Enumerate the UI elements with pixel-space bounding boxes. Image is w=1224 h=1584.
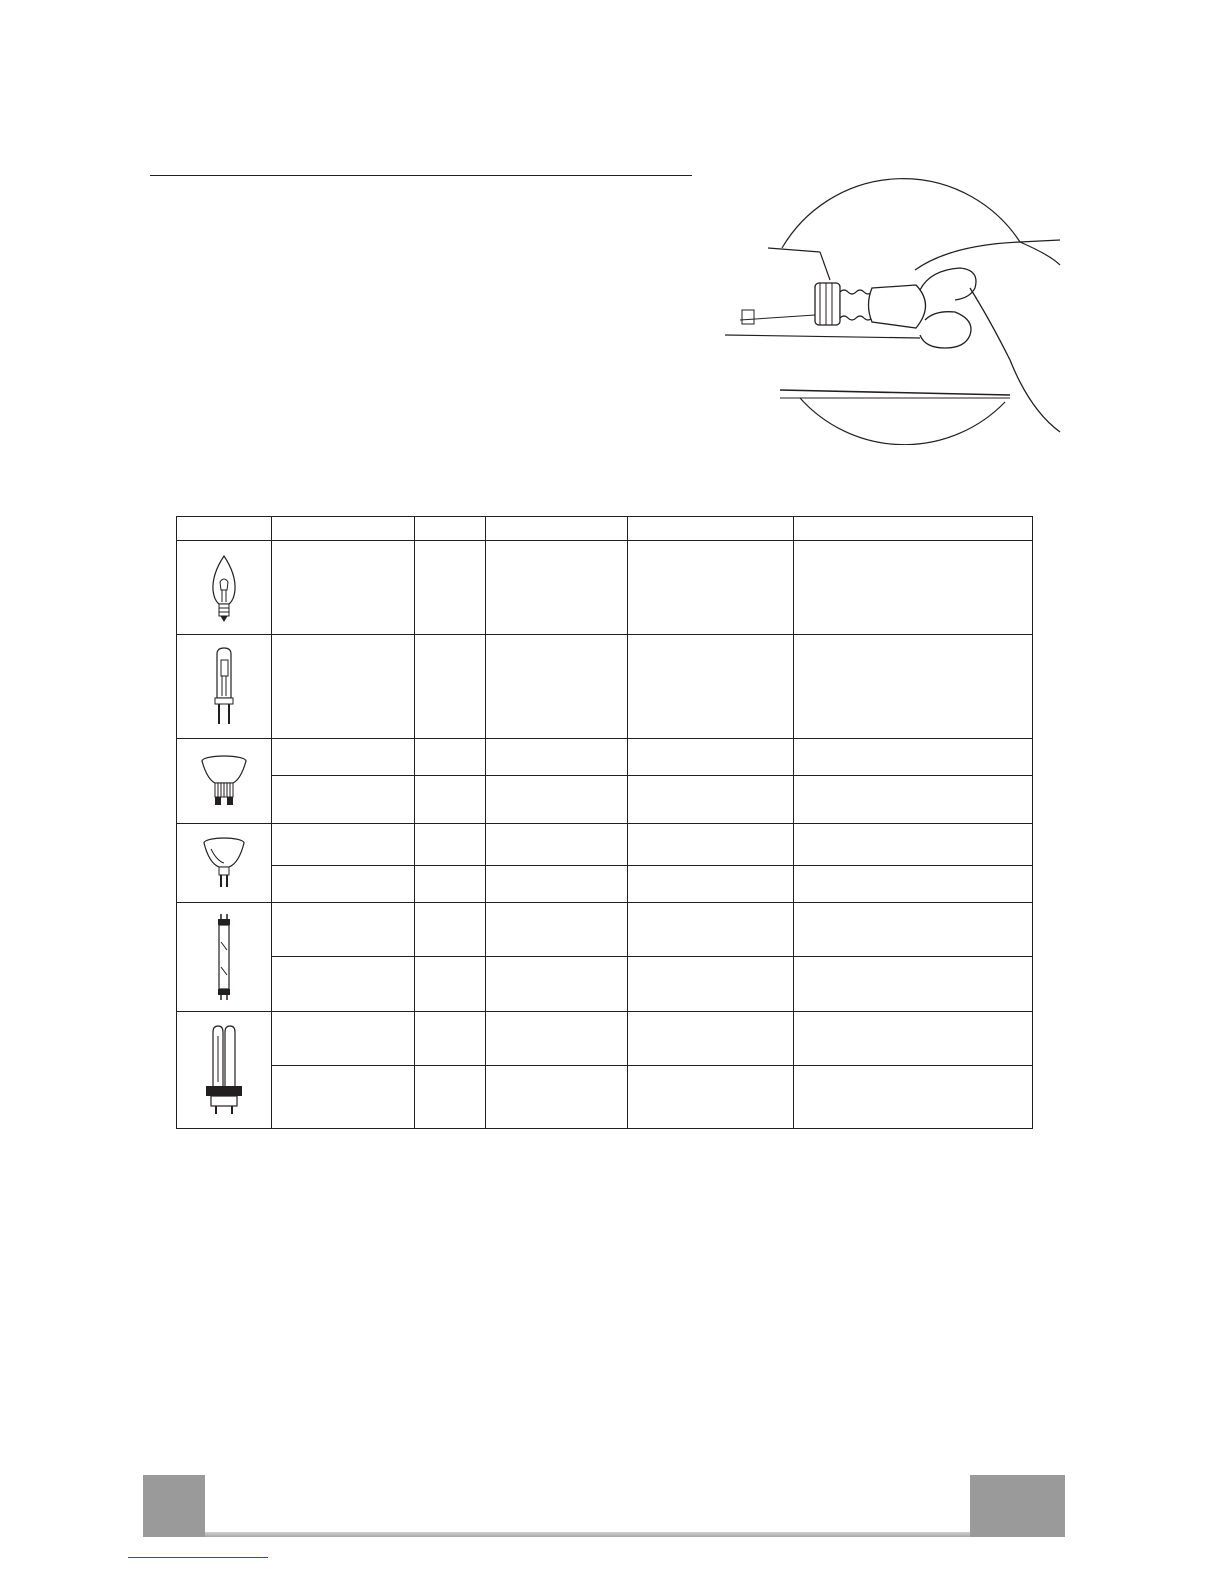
table-cell [794, 903, 1033, 957]
table-cell [794, 957, 1033, 1012]
table-cell [628, 1066, 794, 1129]
title-underline [150, 175, 692, 176]
table-cell [628, 541, 794, 635]
table-cell [415, 1066, 486, 1129]
table-cell [272, 957, 415, 1012]
table-cell [272, 1012, 415, 1066]
header-cell [272, 517, 415, 541]
table-cell [794, 824, 1033, 866]
footer-page-block-right [970, 1475, 1065, 1537]
table-cell [415, 541, 486, 635]
header-cell [486, 517, 628, 541]
table-row [177, 541, 1033, 635]
table-cell [415, 824, 486, 866]
table-cell [628, 1012, 794, 1066]
table-cell [628, 903, 794, 957]
table-cell [628, 957, 794, 1012]
mr16-spot-bulb-icon [177, 824, 272, 903]
table-cell [415, 1012, 486, 1066]
table-cell [794, 541, 1033, 635]
header-cell [415, 517, 486, 541]
table-cell [415, 957, 486, 1012]
table-cell [794, 1066, 1033, 1129]
table-cell [415, 776, 486, 824]
table-cell [794, 635, 1033, 739]
table-cell [486, 824, 628, 866]
table-cell [628, 866, 794, 903]
table-cell [415, 739, 486, 776]
table-cell [272, 1066, 415, 1129]
table-cell [794, 776, 1033, 824]
compact-fluorescent-bulb-icon [177, 1012, 272, 1129]
fluorescent-tube-icon [177, 903, 272, 1012]
table-cell [486, 957, 628, 1012]
footer-link-underline[interactable] [128, 1557, 268, 1558]
bulb-specification-table [176, 516, 1033, 1129]
table-cell [272, 739, 415, 776]
table-row [177, 1066, 1033, 1129]
table-cell [486, 635, 628, 739]
table-cell [415, 903, 486, 957]
table-cell [415, 866, 486, 903]
table-cell [272, 541, 415, 635]
table-cell [272, 866, 415, 903]
halogen-capsule-bulb-icon [177, 635, 272, 739]
footer-page-block-left [143, 1475, 205, 1537]
table-cell [272, 903, 415, 957]
table-cell [486, 866, 628, 903]
table-cell [415, 635, 486, 739]
candle-bulb-icon [177, 541, 272, 635]
table-cell [628, 739, 794, 776]
section-title [150, 148, 692, 172]
header-cell [177, 517, 272, 541]
table-cell [486, 1012, 628, 1066]
table-cell [794, 866, 1033, 903]
table-cell [628, 635, 794, 739]
table-cell [272, 635, 415, 739]
table-cell [794, 1012, 1033, 1066]
replace-bulb-illustration [720, 170, 1065, 445]
table-row [177, 1012, 1033, 1066]
table-row [177, 903, 1033, 957]
table-cell [486, 903, 628, 957]
table-row [177, 866, 1033, 903]
table-cell [486, 776, 628, 824]
table-cell [628, 824, 794, 866]
table-cell [486, 541, 628, 635]
section-body [150, 190, 690, 450]
table-row [177, 957, 1033, 1012]
table-cell [794, 739, 1033, 776]
gu10-spot-bulb-icon [177, 739, 272, 824]
table-row [177, 635, 1033, 739]
table-cell [272, 824, 415, 866]
table-header-row [177, 517, 1033, 541]
header-cell [628, 517, 794, 541]
table-cell [486, 1066, 628, 1129]
footer-rule [205, 1532, 970, 1537]
table-cell [272, 776, 415, 824]
table-row [177, 739, 1033, 776]
table-cell [486, 739, 628, 776]
header-cell [794, 517, 1033, 541]
table-row [177, 776, 1033, 824]
table-row [177, 824, 1033, 866]
table-cell [628, 776, 794, 824]
